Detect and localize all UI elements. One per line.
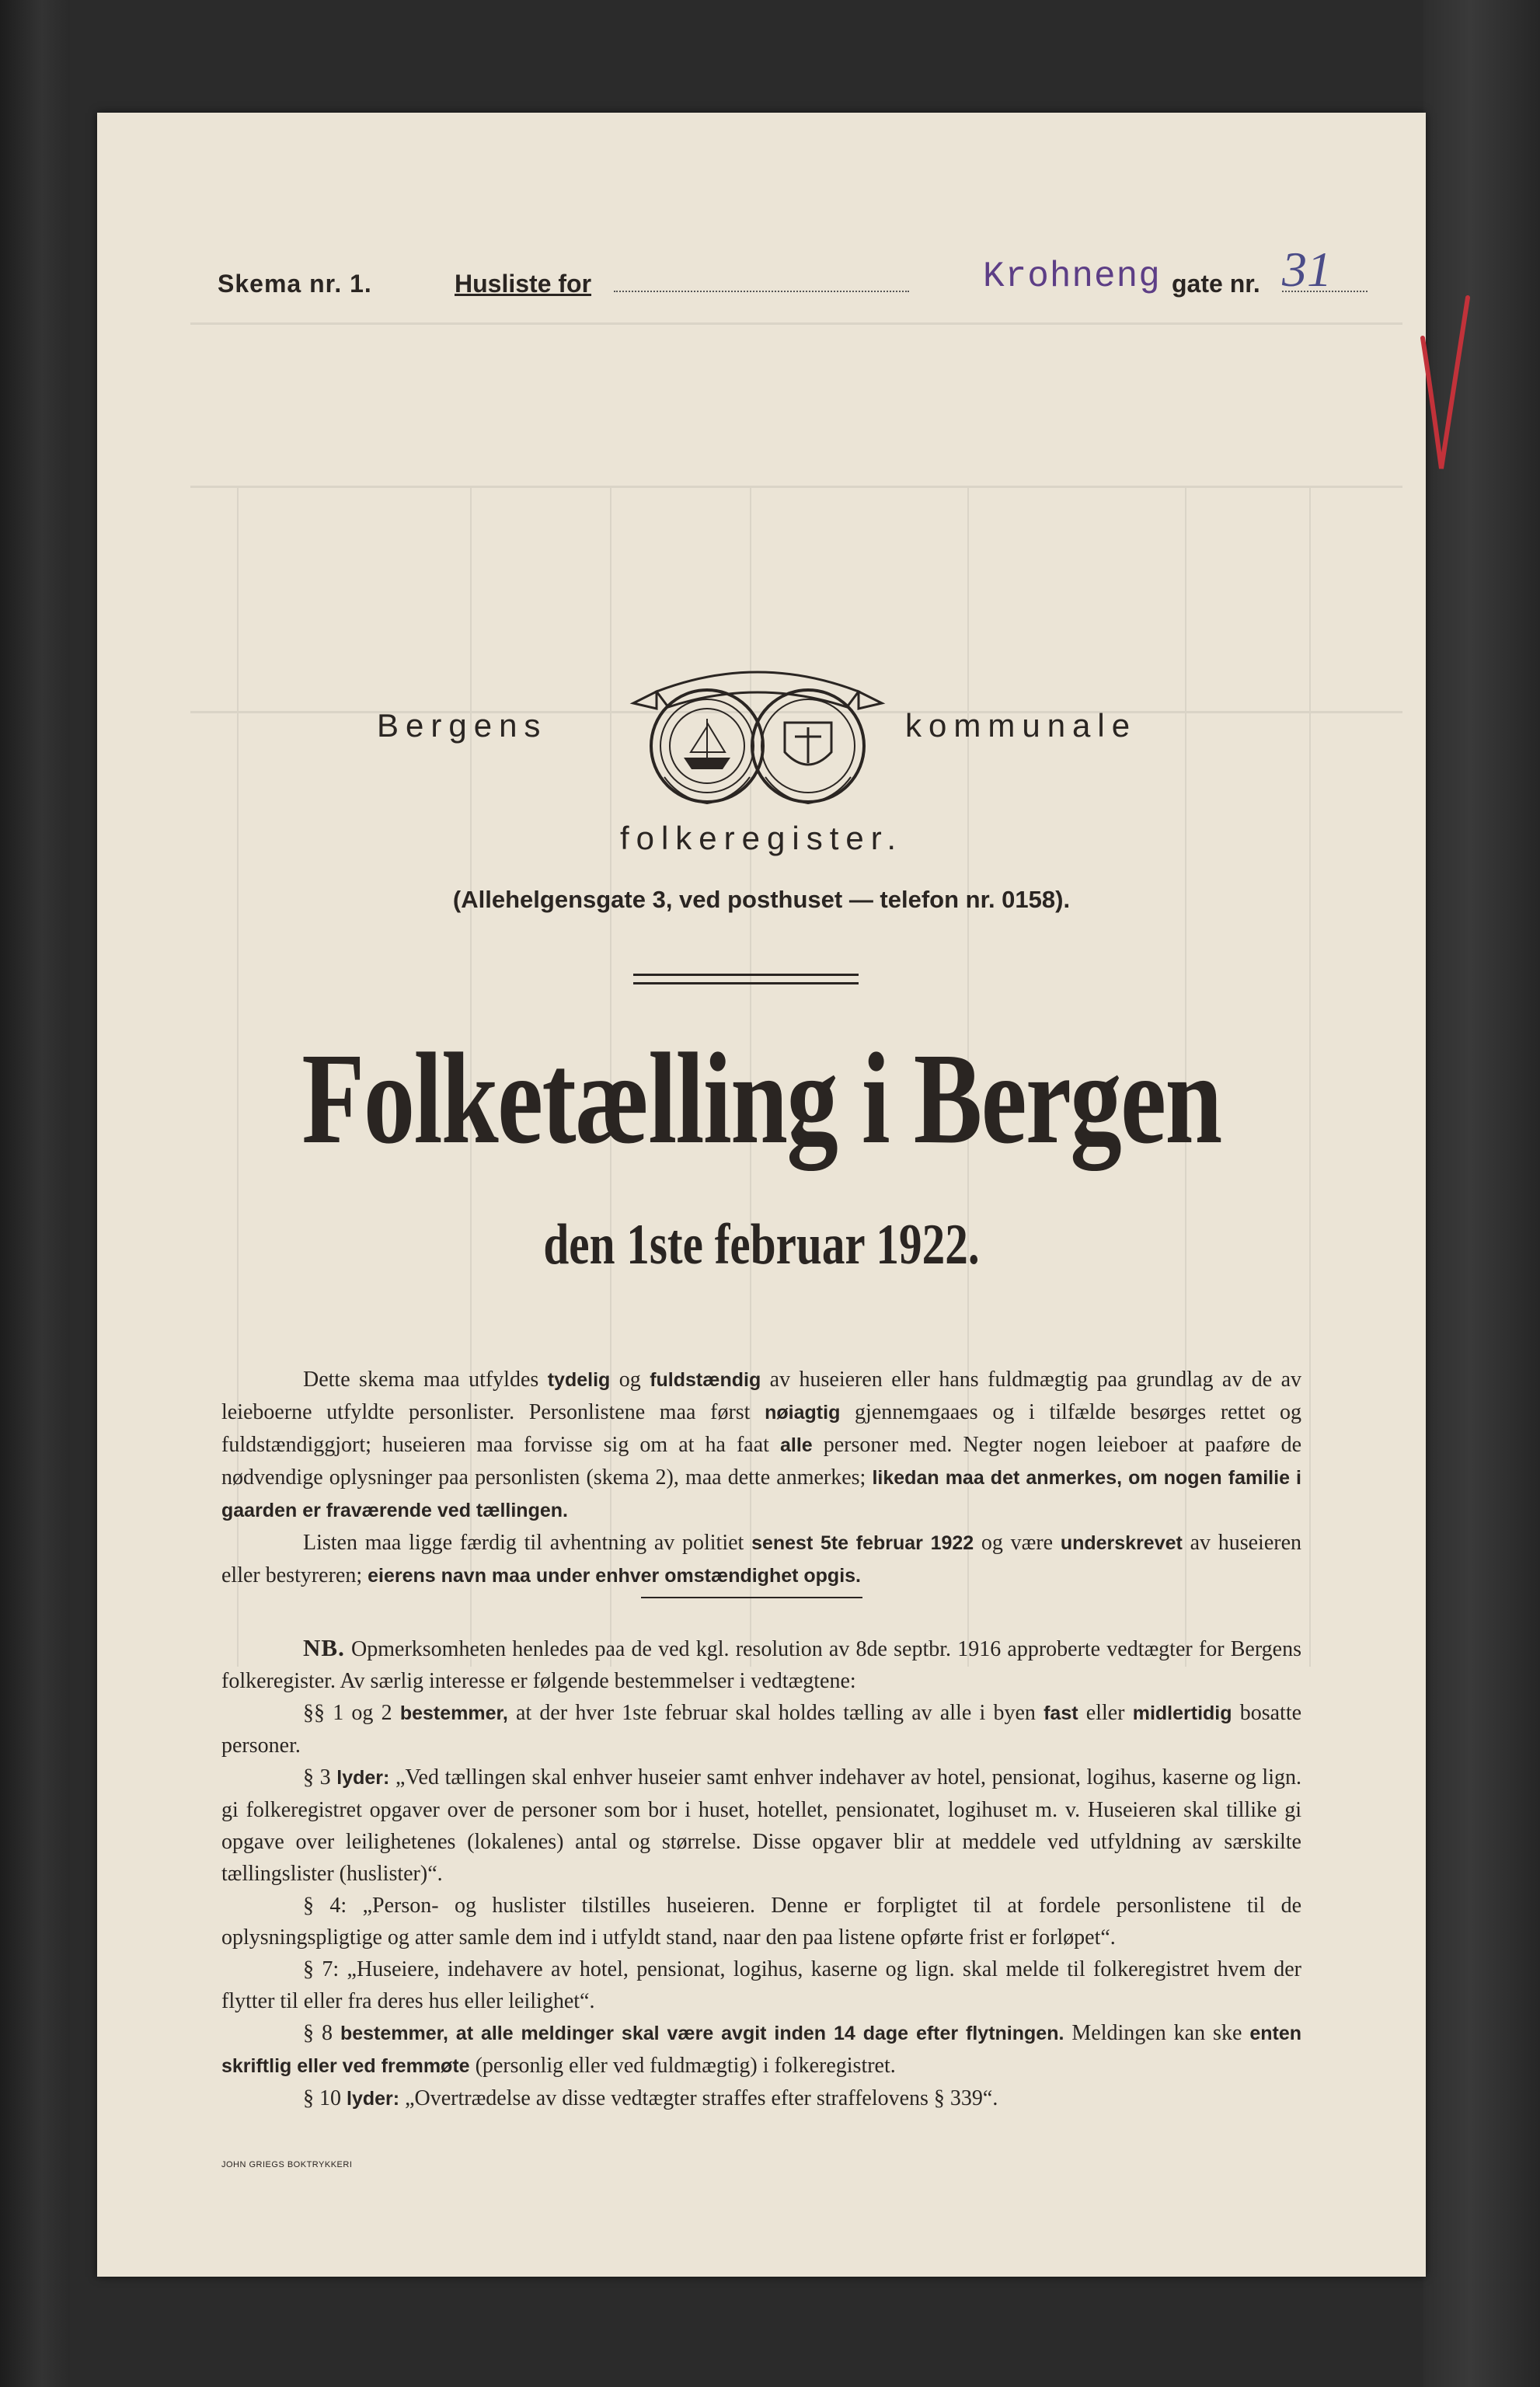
regulation-paragraph-8: § 8 bestemmer, at alle meldinger skal være avgit inden 14 dage efter flytningen. Meldingen kan ske enten skriftlig eller ved fremmøte (personlig eller ved fuldmægtig) i folkeregistret.: [221, 2021, 1302, 2078]
regulation-paragraphs-1-2: §§ 1 og 2 bestemmer, at der hver 1ste februar skal holdes tælling av alle i byen fast eller midlertidig bosatte personer.: [221, 1701, 1302, 1758]
organization-header: [97, 660, 1426, 808]
red-check-mark-icon: [1418, 291, 1472, 478]
regulation-paragraph-3: § 3 lyder: „Ved tællingen skal enhver huseier samt enhver indehaver av hotel, pensionat, logihus, kaserne og lign. gi folkeregistret opgaver over de personer som bor i huset, hotellet, pensionatet, logihuset m. v. Huseieren skal tillike gi opgave over leilighetenes (lokalenes) antal og størrelse. Disse opgaver blir at meddele ved utfyldning av særskilte tællingslister (huslister)“.: [221, 1765, 1301, 1886]
org-address: (Allehelgensgate 3, ved posthuset — telefon nr. 0158).: [452, 886, 1071, 913]
binder-left-edge: [0, 0, 70, 2387]
printer-imprint: JOHN GRIEGS BOKTRYKKERI: [221, 2160, 353, 2169]
nb-regulations-block: [221, 1632, 1301, 2115]
street-fill-line: [614, 291, 909, 292]
document-subtitle: den 1ste februar 1922.: [543, 1213, 980, 1277]
nb-intro: NB. Opmerksomheten henledes paa de ved kgl. resolution av 8de septbr. 1916 approberte vedtægter for Bergens folkeregister. Av særlig interesse er følgende bestemmelser i vedtægtene:: [221, 1634, 1301, 1693]
org-name-right: kommunale: [905, 707, 1138, 744]
street-name-stamp[interactable]: Krohneng: [983, 256, 1161, 297]
regulation-paragraph-4: § 4: „Person- og huslister tilstilles huseieren. Denne er forpligtet til at fordele personlistene til de oplysningspligtige og atter samle dem ind i utfyldt stand, naar den paa listene opførte frist er forløpet“.: [221, 1894, 1301, 1950]
instructions-paragraph-1: Dette skema maa utfyldes tydelig og fuldstændig av huseieren eller hans fuldmægtig paa grundlag av de av leieboerne utfyldte personlister. Personlistene maa først nøiagtig gjennemgaaes og i tilfælde besørges rettet og fuldstændiggjort; huseieren maa forvisse sig om at ha faat alle personer med. Negter nogen leieboer at paaføre de nødvendige oplysninger paa personlisten (skema 2), maa dette anmerkes; likedan maa det anmerkes, om nogen familie i gaarden er fraværende ved tællingen.: [221, 1368, 1302, 1521]
form-number: Skema nr. 1.: [218, 270, 372, 298]
form-header: [218, 241, 1368, 303]
husliste-label: Husliste for: [455, 270, 592, 298]
census-form-page: [97, 113, 1426, 2277]
org-name-left: Bergens: [377, 707, 548, 744]
document-title: Folketælling i Bergen: [301, 1026, 1221, 1171]
org-name-line2: folkeregister.: [619, 820, 904, 856]
gate-label: gate nr.: [1172, 270, 1260, 298]
instructions-paragraph-2: Listen maa ligge færdig til avhentning av politiet senest 5te februar 1922 og være underskrevet av huseieren eller bestyreren; eierens navn maa under enhver omstændighet opgis.: [221, 1531, 1302, 1587]
bergen-coat-of-arms-emblem: [610, 660, 905, 808]
double-divider: [633, 974, 859, 984]
regulation-paragraph-10: § 10 lyder: „Overtrædelse av disse vedtægter straffes efter straffelovens § 339“.: [303, 2086, 998, 2110]
instructions-block: [221, 1364, 1301, 1592]
house-number-handwritten[interactable]: 31: [1282, 242, 1332, 297]
regulation-paragraph-7: § 7: „Huseiere, indehavere av hotel, pensionat, logihus, kaserne og lign. skal melde til folkeregistret hvem der flytter til eller fra deres hus eller leilighet“.: [221, 1957, 1301, 2013]
section-divider: [641, 1597, 862, 1598]
